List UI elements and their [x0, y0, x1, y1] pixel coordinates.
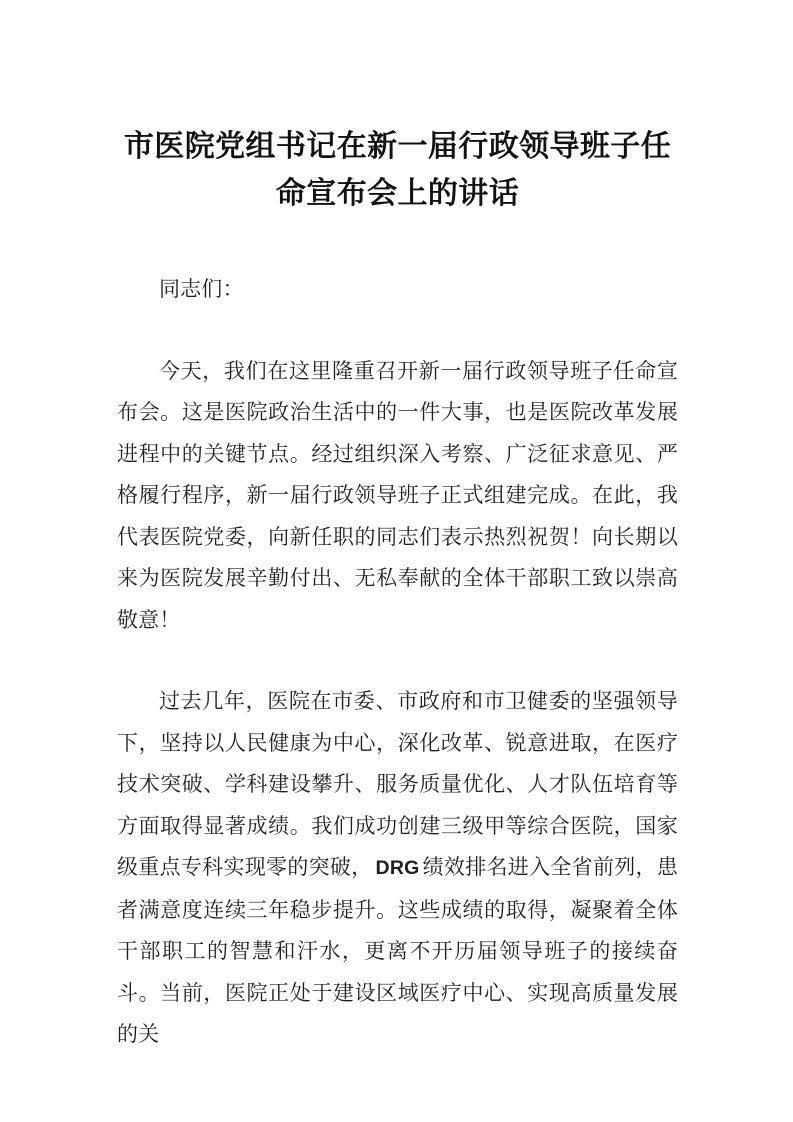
salutation: 同志们： [159, 277, 244, 301]
paragraph-2-text-after: 绩效排名进入全省前列，患者满意度连续三年稳步提升。这些成绩的取得，凝聚着全体干部职工的智慧和汗水，更离不开历届领导班子的接续奋斗。当前，医院正处于建设区域医疗中心、实现高质量发展的关 [117, 855, 678, 1046]
document-title: 市医院党组书记在新一届行政领导班子任命宣布会上的讲话 [123, 130, 672, 210]
paragraph-2-text-before: 过去几年，医院在市委、市政府和市卫健委的坚强领导下，坚持以人民健康为中心，深化改革、锐意进取，在医疗技术突破、学科建设攀升、服务质量优化、人才队伍培育等方面取得显著成绩。我们成功创建三级甲等综合医院，国家级重点专科实现零的突破， [117, 689, 678, 879]
paragraph-1: 今天，我们在这里隆重召开新一届行政领导班子任命宣布会。这是医院政治生活中的一件大事，也是医院改革发展进程中的关键节点。经过组织深入考察、广泛征求意见、严格履行程序，新一届行政领导班子正式组建完成。在此，我代表医院党委，向新任职的同志们表示热烈祝贺！向长期以来为医院发展辛勤付出、无私奉献的全体干部职工致以崇高敬意！ [117, 358, 678, 632]
document-content [117, 0, 678, 1056]
paragraph-2 [117, 681, 678, 1056]
document-body [117, 269, 678, 1056]
term-drg: DRG [375, 857, 420, 879]
